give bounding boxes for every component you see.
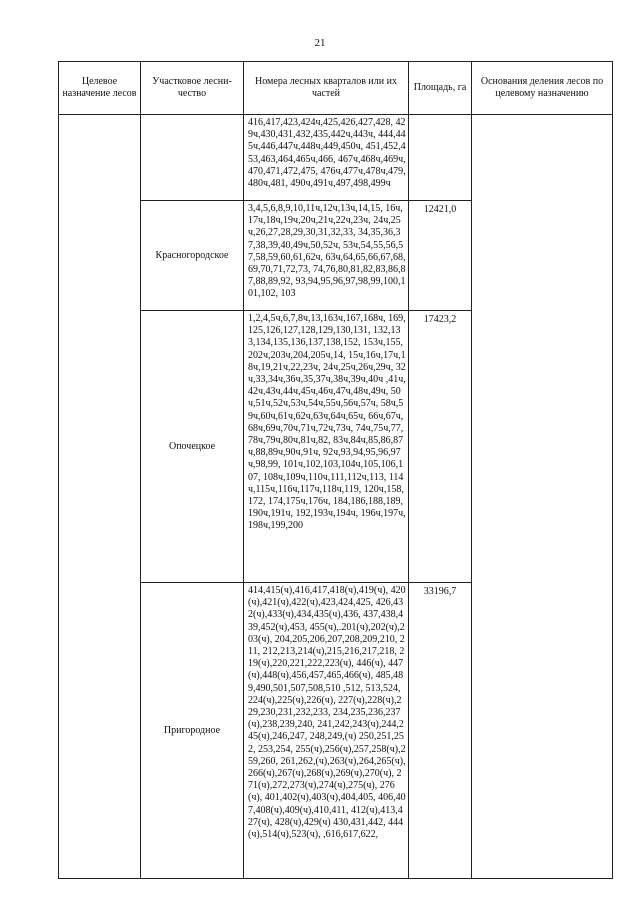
district-cell: Опочецкое bbox=[141, 311, 244, 583]
purpose-cell bbox=[59, 115, 141, 879]
area-cell bbox=[409, 115, 472, 201]
page-number: 21 bbox=[314, 37, 326, 49]
area-cell: 33196,7 bbox=[409, 583, 472, 879]
area-cell: 17423,2 bbox=[409, 311, 472, 583]
district-cell: Пригородное bbox=[141, 583, 244, 879]
header-basis: Основания деления лесов по целевому назначению bbox=[472, 62, 613, 115]
quarters-cell: 414,415(ч),416,417,418(ч),419(ч), 420(ч),421(ч),422(ч),423,424,425, 426,432(ч),433(ч),434,435(ч),436, 437,438,439,452(ч),453, 455(ч),.201(ч),202(ч),203(ч), 204,205,206,207,208,209,210, 211, 212,213,214(ч),215,216,217,218, 219(ч),220,221,222,223(ч), 446(ч), 447(ч),448(ч),456,457,465,466(ч), 485,489,490,501,507,508,510 ,512, 513,524, 224(ч),225(ч),226(ч), 227(ч),228(ч),229,230,231,232,233, 234,235,236,237(ч),238,239,240, 241,242,243(ч),244,245(ч),246,247, 248,249,(ч) 250,251,252, 253,254, 255(ч),256(ч),257,258(ч),259,260, 261,262,(ч),263(ч),264,265(ч), 266(ч),267(ч),268(ч),269(ч),270(ч), 271(ч),272,273(ч),274(ч),275(ч), 276(ч), 401,402(ч),403(ч),404,405, 406,407,408(ч),409(ч),410,411, 412(ч),413,427(ч), 428(ч),429(ч) 430,431,442, 444(ч),514(ч),523(ч), ,616,617,622, bbox=[244, 583, 409, 879]
table-row bbox=[59, 115, 613, 201]
header-forest-purpose: Целевое назначение лесов bbox=[59, 62, 141, 115]
quarters-cell: 416,417,423,424ч,425,426,427,428, 429ч,430,431,432,435,442ч,443ч, 444,445ч,446,447ч,448ч,449,450ч, 451,452,453,463,464,465ч,466, 467ч,468ч,469ч,470,471,472,475, 476ч,477ч,478ч,479,480ч,481, 490ч,491ч,497,498,499ч bbox=[244, 115, 409, 201]
forest-quarters-table bbox=[58, 61, 613, 879]
header-area: Площадь, га bbox=[409, 62, 472, 115]
quarters-cell: 1,2,4,5ч,6,7,8ч,13,163ч,167,168ч, 169,125,126,127,128,129,130,131, 132,133,134,135,136,137,138,152, 153ч,155,202ч,203ч,204,205ч,14, 15ч,16ч,17ч,18ч,19,21ч,22,23ч, 24ч,25ч,26ч,29ч, 32ч,33,34ч,36ч,35,37ч,38ч,39ч,40ч ,41ч, 42ч,43ч,44ч,45ч,46ч,47ч,48ч,49ч, 50ч,51ч,52ч,53ч,54ч,55ч,56ч,57ч, 58ч,59ч,60ч,61ч,62ч,63ч,64ч,65ч, 66ч,67ч,68ч,69ч,70ч,71ч,72ч,73ч, 74ч,75ч,77,78ч,79ч,80ч,81ч,82, 83ч,84ч,85,86,87ч,88,89ч,90ч,91ч, 92ч,93,94,95,96,97ч,98,99, 101ч,102,103,104ч,105,106,107, 108ч,109ч,110ч,111,112ч,113, 114ч,115ч,116ч,117ч,118ч,119, 120ч,158, 172, 174,175ч,176ч, 184,186,188,189,190ч,191ч, 192,193ч,194ч, 196ч,197ч, 198ч,199,200 bbox=[244, 311, 409, 583]
district-cell bbox=[141, 115, 244, 201]
table-header-row bbox=[59, 62, 613, 115]
quarters-cell: 3,4,5,6,8,9,10,11ч,12ч,13ч,14,15, 16ч,17ч,18ч,19ч,20ч,21ч,22ч,23ч, 24ч,25ч,26,27,28,29,30,31,32,33, 34,35,36,37,38,39,40,49ч,50,52ч, 53ч,54,55,56,57,58,59,60,61,62ч, 63ч,64,65,66,67,68,69,70,71,72,73, 74,76,80,81,82,83,86,87,88,89,92, 93,94,95,96,97,98,99,100,101,102, 103 bbox=[244, 201, 409, 311]
district-cell: Красногородское bbox=[141, 201, 244, 311]
basis-cell bbox=[472, 115, 613, 879]
header-quarter-numbers: Номера лесных кварталов или их частей bbox=[244, 62, 409, 115]
header-district: Участковое лесни-чество bbox=[141, 62, 244, 115]
area-cell: 12421,0 bbox=[409, 201, 472, 311]
